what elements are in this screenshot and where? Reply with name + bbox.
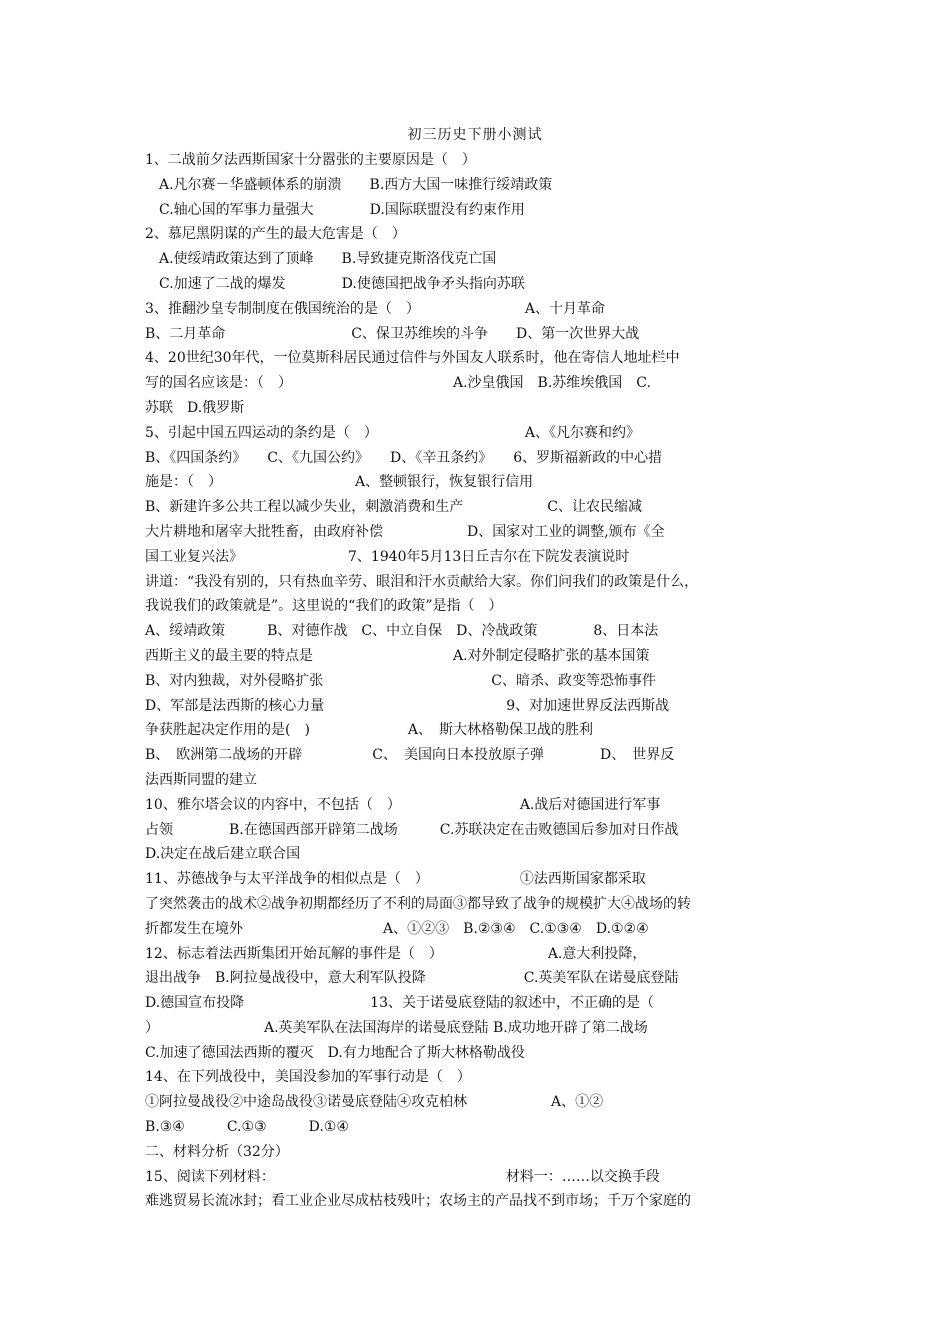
question-6-options-cont: 大片耕地和屠宰大批牲畜，由政府补偿 D、国家对工业的调整,颁布《全: [145, 523, 665, 540]
question-4-options: 苏联 D.俄罗斯: [145, 399, 245, 416]
section-2-heading: 二、材料分析（32分）: [145, 1143, 289, 1160]
question-15-material: 难逃贸易长流冰封；看工业企业尽成枯枝残叶；农场主的产品找不到市场；千万个家庭的: [145, 1193, 691, 1210]
question-9-text: 争获胜起决定作用的是( ) A、 斯大林格勒保卫战的胜利: [145, 722, 594, 739]
question-2-options-ab: A.使绥靖政策达到了顶峰 B.导致捷克斯洛伐克亡国: [159, 251, 497, 268]
question-13-options: ） A.英美军队在法国海岸的诺曼底登陆 B.成功地开辟了第二战场: [145, 1019, 648, 1036]
question-15-stem: 15、阅读下列材料： 材料一：……以交换手段: [145, 1168, 660, 1185]
question-9-options-cont: 法西斯同盟的建立: [145, 771, 257, 788]
question-8-options: B、对内独裁，对外侵略扩张 C、暗杀、政变等恐怖事件: [145, 672, 656, 689]
question-12-stem: 12、标志着法西斯集团开始瓦解的事件是（ ） A.意大利投降，: [145, 945, 647, 962]
question-1-options-cd: C.轴心国的军事力量强大 D.国际联盟没有约束作用: [159, 201, 525, 218]
question-5-stem: 5、引起中国五四运动的条约是（ ） A、《凡尔赛和约》: [145, 424, 641, 441]
question-1-stem: 1、二战前夕法西斯国家十分嚣张的主要原因是（ ）: [145, 152, 476, 168]
question-6-options: B、新建许多公共工程以减少失业，刺激消费和生产 C、让农民缩减: [145, 499, 642, 516]
question-3-stem: 3、推翻沙皇专制制度在俄国统治的是（ ） A、十月革命: [145, 300, 606, 317]
question-11-options: 折都发生在境外 A、①②③ B.②③④ C.①③④ D.①②④: [145, 920, 649, 937]
question-9-options: B、 欧洲第二战场的开辟 C、 美国向日本投放原子弹 D、 世界反: [145, 747, 675, 764]
exam-body: [145, 148, 805, 1214]
question-4-stem: 4、20世纪30年代，一位莫斯科居民通过信件与外国友人联系时，他在寄信人地址栏中: [145, 350, 680, 367]
question-11-stem: 11、苏德战争与太平洋战争的相似点是（ ） ①法西斯国家都采取: [145, 871, 646, 888]
question-8-text: 西斯主义的最主要的特点是 A.对外制定侵略扩张的基本国策: [145, 647, 650, 664]
question-11-stem-cont: 了突然袭击的战术②战争初期都经历了不利的局面③都导致了战争的规模扩大④战场的转: [145, 895, 691, 912]
question-7-quote-cont: 我说我们的政策就是”。这里说的“我们的政策”是指（ ）: [145, 598, 503, 615]
question-10-options: 占领 B.在德国西部开辟第二战场 C.苏联决定在击败德国后参加对日作战: [145, 821, 679, 838]
question-14-options: B.③④ C.①③ D.①④: [145, 1119, 349, 1136]
question-10-options-cont: D.决定在战后建立联合国: [145, 846, 301, 863]
question-2-options-cd: C.加速了二战的爆发 D.使德国把战争矛头指向苏联: [159, 275, 525, 292]
question-6-text: 施是：（ ） A、整顿银行，恢复银行信用: [145, 474, 534, 491]
question-7-8-text: A、绥靖政策 B、对德作战 C、中立自保 D、冷战政策 8、日本法: [145, 623, 659, 640]
question-7-stem: 国工业复兴法》 7、1940年5月13日丘吉尔在下院发表演说时: [145, 548, 630, 565]
question-14-items: ①阿拉曼战役②中途岛战役③诺曼底登陆④攻克柏林 A、①②: [145, 1094, 604, 1111]
question-13-options-cont: C.加速了德国法西斯的覆灭 D.有力地配合了斯大林格勒战役: [145, 1044, 525, 1061]
question-2-stem: 2、慕尼黑阴谋的产生的最大危害是（ ）: [145, 226, 406, 243]
exam-title: 初三历史下册小测试: [407, 127, 543, 143]
question-8-9-text: D、军部是法西斯的核心力量 9、对加速世界反法西斯战: [145, 697, 670, 714]
question-1-options-ab: A.凡尔赛－华盛顿体系的崩溃 B.西方大国一味推行绥靖政策: [159, 176, 553, 193]
question-12-options: 退出战争 B.阿拉曼战役中，意大利军队投降 C.英美军队在诺曼底登陆: [145, 970, 679, 987]
question-3-options: B、二月革命 C、保卫苏维埃的斗争 D、第一次世界大战: [145, 325, 640, 342]
question-7-quote: 讲道：“我没有别的，只有热血辛劳、眼泪和汗水贡献给大家。你们问我们的政策是什么，: [145, 573, 699, 590]
question-12-13-text: D.德国宣布投降 13、关于诺曼底登陆的叙述中，不正确的是（: [145, 995, 654, 1012]
question-4-stem-cont: 写的国名应该是：（ ） A.沙皇俄国 B.苏维埃俄国 C.: [145, 375, 651, 392]
question-14-stem: 14、在下列战役中，美国没参加的军事行动是（ ）: [145, 1069, 471, 1086]
question-5-6-text: B、《四国条约》 C、《九国公约》 D、《辛丑条约》 6、罗斯福新政的中心措: [145, 449, 663, 466]
question-10-stem: 10、雅尔塔会议的内容中，不包括（ ） A.战后对德国进行军事: [145, 796, 661, 813]
